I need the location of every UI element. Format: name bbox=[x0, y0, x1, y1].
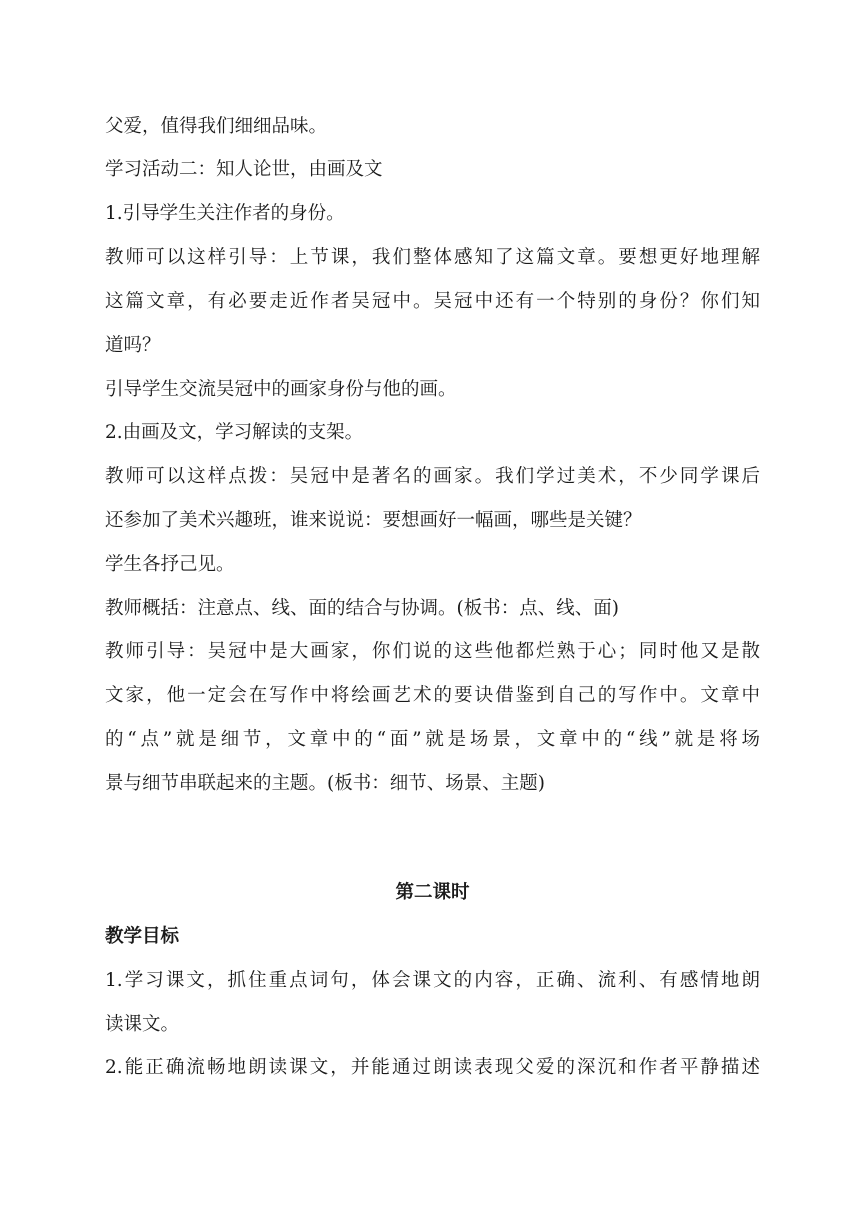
paragraph-line: 这篇文章，有必要走近作者吴冠中。吴冠中还有一个特别的身份？你们知 bbox=[105, 291, 760, 312]
paragraph-line: 教师概括：注意点、线、面的结合与协调。(板书：点、线、面) bbox=[105, 598, 619, 619]
goal-line: 读课文。 bbox=[105, 1014, 180, 1035]
activity-heading: 学习活动二：知人论世，由画及文 bbox=[105, 159, 383, 180]
paragraph-line: 教师引导：吴冠中是大画家，你们说的这些他都烂熟于心；同时他又是散 bbox=[105, 641, 760, 662]
goal-line: 2.能正确流畅地朗读课文，并能通过朗读表现父爱的深沉和作者平静描述 bbox=[105, 1057, 760, 1078]
step-heading: 1.引导学生关注作者的身份。 bbox=[105, 203, 345, 224]
paragraph-line: 教师可以这样引导：上节课，我们整体感知了这篇文章。要想更好地理解 bbox=[105, 247, 760, 268]
step-heading: 2.由画及文，学习解读的支架。 bbox=[105, 422, 364, 443]
goal-line: 1.学习课文，抓住重点词句，体会课文的内容，正确、流利、有感情地朗 bbox=[105, 970, 760, 991]
subheading: 教学目标 bbox=[105, 926, 180, 947]
paragraph-line: 父爱，值得我们细细品味。 bbox=[105, 116, 328, 137]
paragraph-line: 的“点”就是细节，文章中的“面”就是场景，文章中的“线”就是将场 bbox=[105, 729, 760, 750]
paragraph-line: 文家，他一定会在写作中将绘画艺术的要诀借鉴到自己的写作中。文章中 bbox=[105, 685, 760, 706]
paragraph-line: 教师可以这样点拨：吴冠中是著名的画家。我们学过美术，不少同学课后 bbox=[105, 466, 760, 487]
paragraph-line: 道吗？ bbox=[105, 335, 161, 356]
paragraph-line: 引导学生交流吴冠中的画家身份与他的画。 bbox=[105, 379, 457, 400]
paragraph-line: 还参加了美术兴趣班，谁来说说：要想画好一幅画，哪些是关键？ bbox=[105, 510, 642, 531]
paragraph-line: 景与细节串联起来的主题。(板书：细节、场景、主题) bbox=[105, 773, 545, 794]
section-title: 第二课时 bbox=[395, 882, 470, 903]
paragraph-line: 学生各抒己见。 bbox=[105, 554, 235, 575]
